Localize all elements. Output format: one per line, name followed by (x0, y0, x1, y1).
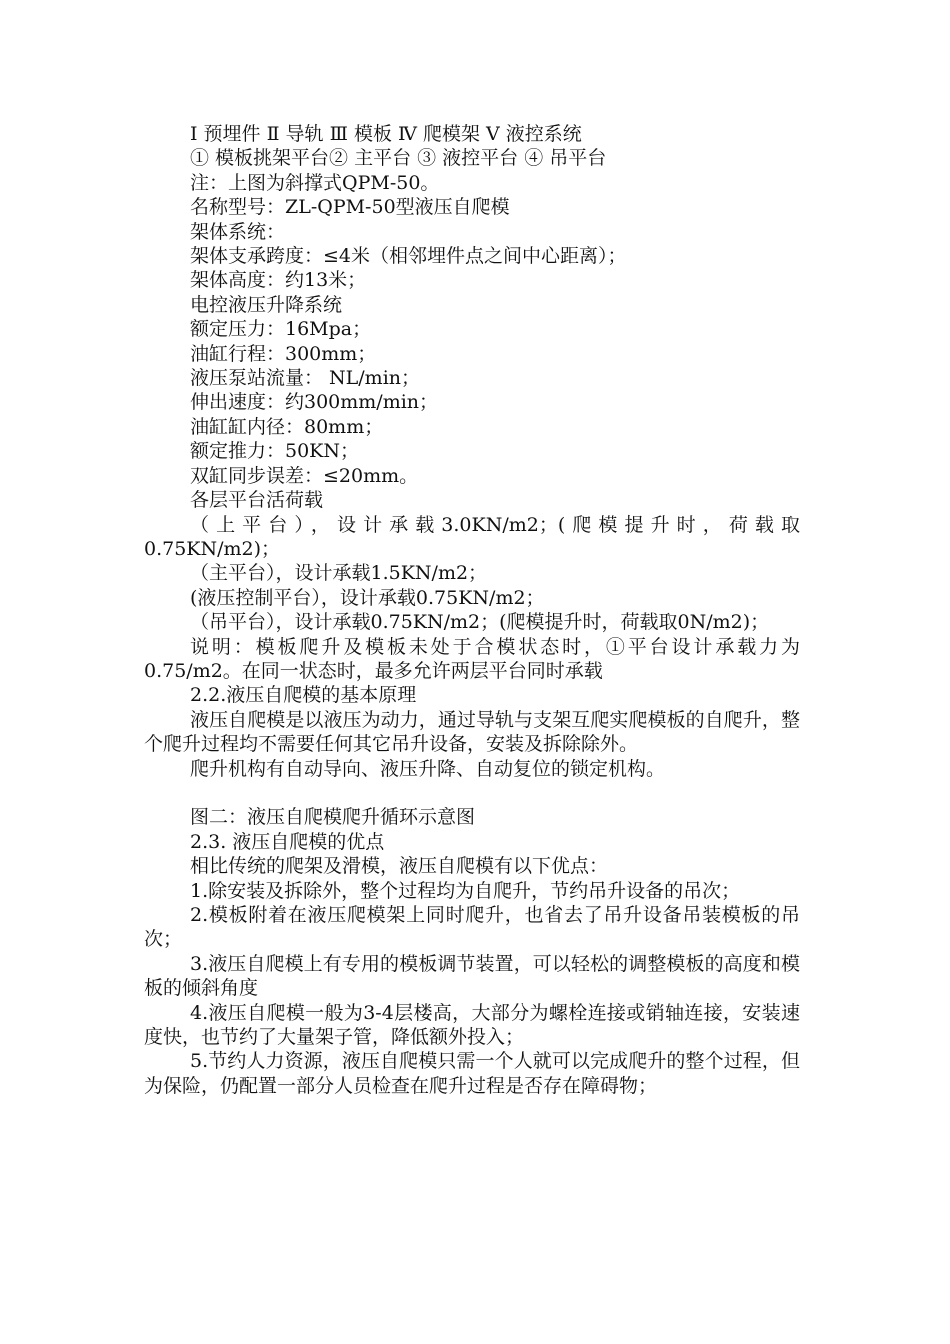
mechanism-paragraph: 爬升机构有自动导向、液压升降、自动复位的锁定机构。 (190, 757, 666, 780)
spec-cylinder-stroke: 油缸行程：300mm； (190, 342, 377, 365)
spec-pump-flow: 液压泵站流量： NL/min； (190, 367, 421, 390)
platform-legend: ① 模板挑架平台② 主平台 ③ 液控平台 ④ 吊平台 (190, 147, 607, 170)
spec-sync-error: 双缸同步误差：≤20mm。 (190, 464, 419, 487)
advantage-3: 3.液压自爬模上有专用的模板调节装置，可以轻松的调整模板的高度和模板的倾斜角度 (144, 952, 800, 1000)
spec-extend-speed: 伸出速度：约300mm/min； (190, 391, 439, 414)
spec-frame-height: 架体高度：约13米； (190, 269, 367, 292)
load-main-platform: （主平台），设计承载1.5KN/m2； (190, 562, 488, 585)
load-hanging-platform: （吊平台），设计承载0.75KN/m2；(爬模提升时，荷载取0N/m2)； (190, 611, 770, 634)
figure-note: 注：上图为斜撑式QPM-50。 (190, 171, 440, 194)
spec-rated-pressure: 额定压力：16Mpa； (190, 318, 372, 341)
model-name: 名称型号：ZL-QPM-50型液压自爬模 (190, 196, 510, 219)
advantages-intro: 相比传统的爬架及滑模，液压自爬模有以下优点： (190, 855, 609, 878)
component-legend: Ⅰ 预埋件 Ⅱ 导轨 Ⅲ 模板 Ⅳ 爬模架 Ⅴ 液控系统 (190, 123, 582, 145)
figure-2-caption: 图二：液压自爬模爬升循环示意图 (190, 806, 476, 829)
section-platform-loads: 各层平台活荷载 (190, 489, 324, 512)
load-upper-platform: （上平台），设计承载3.0KN/m2；(爬模提升时，荷载取0.75KN/m2)； (144, 513, 800, 560)
principle-paragraph: 液压自爬模是以液压为动力，通过导轨与支架互爬实爬模板的自爬升，整个爬升过程均不需要任何其它吊升设备，安装及拆除除外。 (144, 708, 800, 756)
advantage-2: 2.模板附着在液压爬模架上同时爬升，也省去了吊升设备吊装模板的吊次； (144, 903, 800, 951)
spec-frame-span: 架体支承跨度：≤4米（相邻埋件点之间中心距离）； (190, 245, 627, 268)
spec-rated-thrust: 额定推力：50KN； (190, 440, 359, 463)
heading-2-2: 2.2.液压自爬模的基本原理 (190, 684, 417, 707)
section-frame-system: 架体系统： (190, 220, 286, 243)
load-note: 说明：模板爬升及模板未处于合模状态时，①平台设计承载力为0.75/m2。在同一状态时，最多允许两层平台同时承载 (144, 635, 800, 682)
load-control-platform: (液压控制平台），设计承载0.75KN/m2； (190, 586, 545, 609)
advantage-1: 1.除安装及拆除外，整个过程均为自爬升，节约吊升设备的吊次； (190, 879, 741, 902)
document-body (144, 122, 800, 1098)
blank-line (144, 781, 800, 805)
heading-2-3: 2.3. 液压自爬模的优点 (190, 830, 385, 853)
advantage-4: 4.液压自爬模一般为3-4层楼高，大部分为螺栓连接或销轴连接，安装速度快，也节约了大量架子管，降低额外投入； (144, 1001, 800, 1049)
advantage-5: 5.节约人力资源，液压自爬模只需一个人就可以完成爬升的整个过程，但为保险，仍配置一部分人员检查在爬升过程是否存在障碍物； (144, 1050, 800, 1097)
section-hydraulic-system: 电控液压升降系统 (190, 293, 343, 316)
spec-cylinder-bore: 油缸缸内径：80mm； (190, 415, 384, 438)
